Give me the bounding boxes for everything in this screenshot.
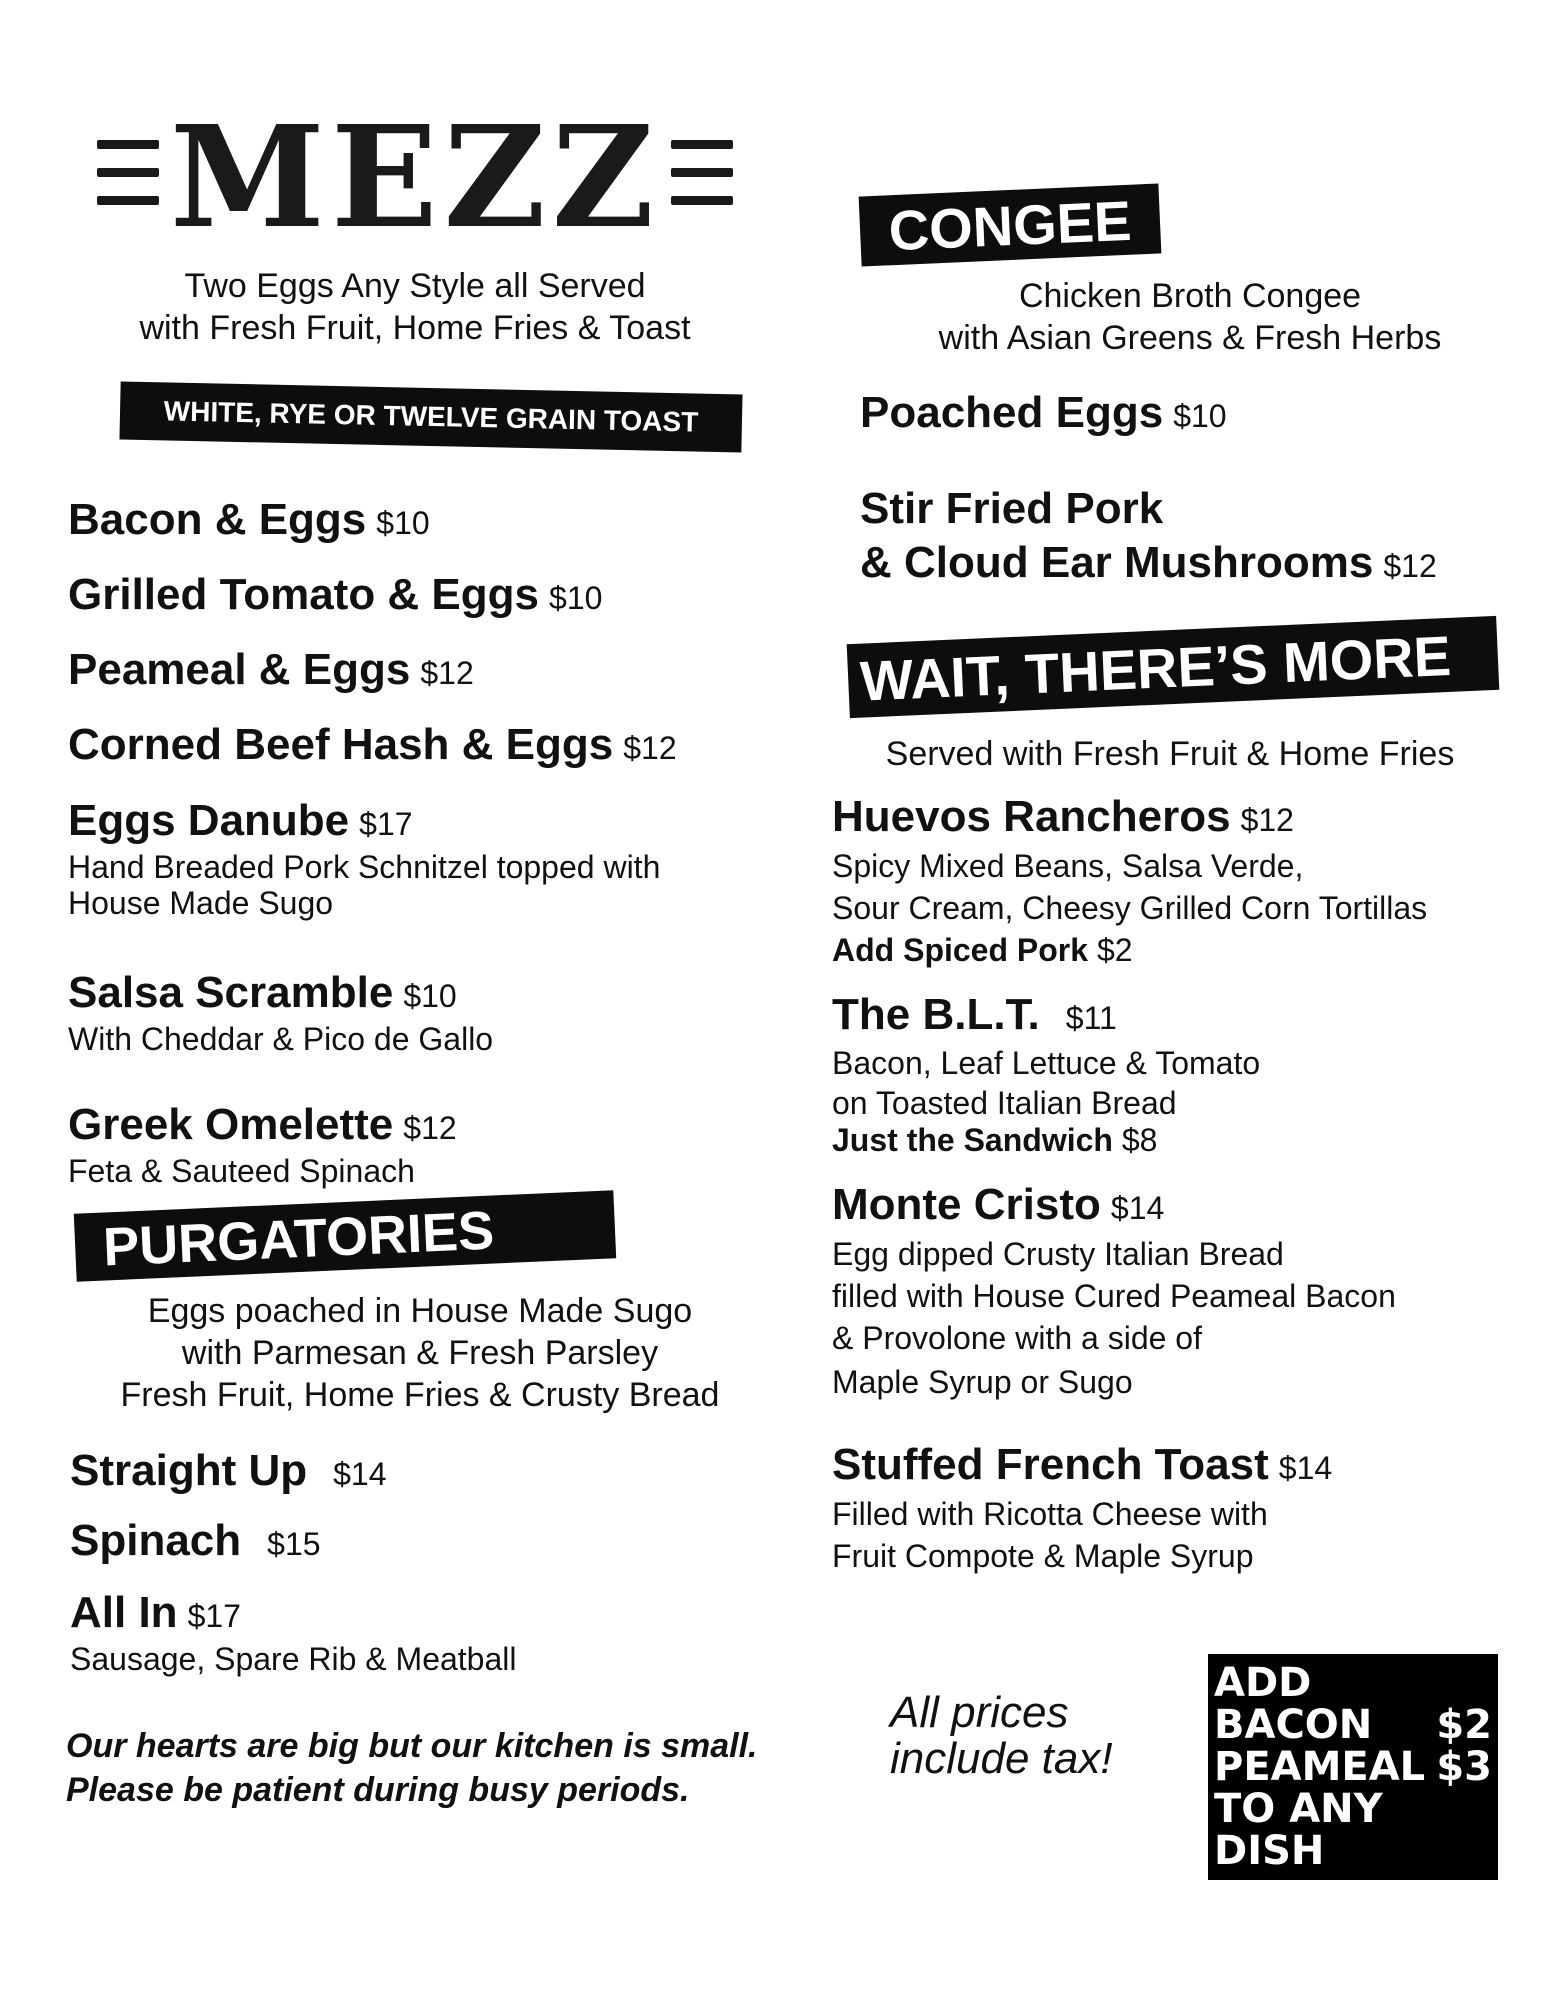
tax-line: All prices xyxy=(890,1688,1069,1737)
item-description: Spicy Mixed Beans, Salsa Verde, xyxy=(832,848,1304,884)
menu-item-grilled-tomato-eggs: Grilled Tomato & Eggs $10 xyxy=(68,570,603,619)
more-intro: Served with Fresh Fruit & Home Fries xyxy=(885,735,1455,773)
menu-item-monte-cristo xyxy=(832,1180,1396,1405)
item-description: House Made Sugo xyxy=(68,885,334,921)
item-title: Huevos Rancheros $12 xyxy=(832,792,1294,841)
menu-item-spinach: Spinach $15 xyxy=(70,1516,321,1565)
menu-item-stuffed-french-toast xyxy=(832,1440,1332,1577)
menu-item-eggs-danube xyxy=(68,796,660,921)
congee-banner: CONGEE xyxy=(859,183,1162,266)
toast-banner: WHITE, RYE OR TWELVE GRAIN TOAST xyxy=(119,381,742,452)
more-banner: WAIT, THERE’S MORE xyxy=(847,616,1500,718)
item-description: Bacon, Leaf Lettuce & Tomato xyxy=(832,1045,1261,1081)
item-description: & Provolone with a side of xyxy=(832,1320,1202,1356)
menu-item-all-in xyxy=(70,1588,516,1677)
item-description: Hand Breaded Pork Schnitzel topped with xyxy=(68,849,661,885)
tax-note xyxy=(890,1690,1113,1782)
item-description: With Cheddar & Pico de Gallo xyxy=(68,1021,494,1057)
menu-item-poached-eggs: Poached Eggs $10 xyxy=(860,388,1227,437)
congee-intro xyxy=(880,275,1500,359)
item-title: & Cloud Ear Mushrooms $12 xyxy=(860,538,1437,587)
menu-item-blt xyxy=(832,990,1260,1157)
item-description: on Toasted Italian Bread xyxy=(832,1085,1177,1121)
addon-peameal: PEAMEAL $3 xyxy=(1214,1744,1492,1790)
intro-line: Eggs poached in House Made Sugo xyxy=(147,1292,693,1330)
menu-item-bacon-eggs: Bacon & Eggs $10 xyxy=(68,495,430,544)
addon-footer: TO ANY DISH xyxy=(1214,1786,1383,1874)
eggs-intro xyxy=(95,265,735,349)
item-title: Stuffed French Toast $14 xyxy=(832,1440,1333,1489)
menu-item-peameal-eggs: Peameal & Eggs $12 xyxy=(68,645,474,694)
item-extra: Just the Sandwich $8 xyxy=(832,1122,1158,1158)
item-description: Fruit Compote & Maple Syrup xyxy=(832,1538,1254,1574)
item-title: Eggs Danube $17 xyxy=(68,796,413,845)
item-description: Sour Cream, Cheesy Grilled Corn Tortillas xyxy=(832,890,1428,926)
menu-item-huevos-rancheros xyxy=(832,792,1427,971)
mezz-logo xyxy=(95,96,735,260)
addon-bacon: BACON $2 xyxy=(1214,1702,1492,1748)
item-title: The B.L.T. $11 xyxy=(832,990,1117,1039)
item-title: All In $17 xyxy=(70,1588,241,1637)
menu-item-greek-omelette xyxy=(68,1100,457,1189)
addon-box xyxy=(1208,1654,1498,1880)
note-line: Our hearts are big but our kitchen is small. xyxy=(66,1727,758,1765)
intro-line: with Parmesan & Fresh Parsley xyxy=(181,1334,659,1372)
item-description: Filled with Ricotta Cheese with xyxy=(832,1496,1268,1532)
intro-line: Fresh Fruit, Home Fries & Crusty Bread xyxy=(120,1376,720,1414)
intro-line: with Fresh Fruit, Home Fries & Toast xyxy=(139,309,691,347)
menu-item-straight-up: Straight Up $14 xyxy=(70,1446,387,1495)
intro-line: Two Eggs Any Style all Served xyxy=(184,267,646,305)
kitchen-note xyxy=(66,1724,758,1812)
item-title: Stir Fried Pork xyxy=(860,484,1164,533)
item-extra: Add Spiced Pork $2 xyxy=(832,932,1133,968)
item-title: Monte Cristo $14 xyxy=(832,1180,1165,1229)
intro-line: Chicken Broth Congee xyxy=(1018,277,1362,315)
menu-item-salsa-scramble xyxy=(68,968,493,1057)
addon-heading: ADD xyxy=(1214,1660,1312,1706)
menu-item-corned-beef-hash: Corned Beef Hash & Eggs $12 xyxy=(68,720,677,769)
intro-line: with Asian Greens & Fresh Herbs xyxy=(938,319,1442,357)
note-line: Please be patient during busy periods. xyxy=(66,1771,690,1809)
item-description: Sausage, Spare Rib & Meatball xyxy=(70,1641,517,1677)
menu-item-stir-fried-pork xyxy=(860,482,1437,593)
purgatories-banner: PURGATORIES xyxy=(74,1190,616,1281)
logo-wordmark: MEZZ xyxy=(169,96,661,260)
item-description: Egg dipped Crusty Italian Bread xyxy=(832,1236,1284,1272)
item-title: Greek Omelette $12 xyxy=(68,1100,457,1149)
item-title: Salsa Scramble $10 xyxy=(68,968,457,1017)
item-description: Maple Syrup or Sugo xyxy=(832,1364,1133,1400)
purgatories-intro xyxy=(70,1290,770,1416)
item-description: Feta & Sauteed Spinach xyxy=(68,1153,415,1189)
item-description: filled with House Cured Peameal Bacon xyxy=(832,1278,1396,1314)
tax-line: include tax! xyxy=(890,1734,1113,1783)
